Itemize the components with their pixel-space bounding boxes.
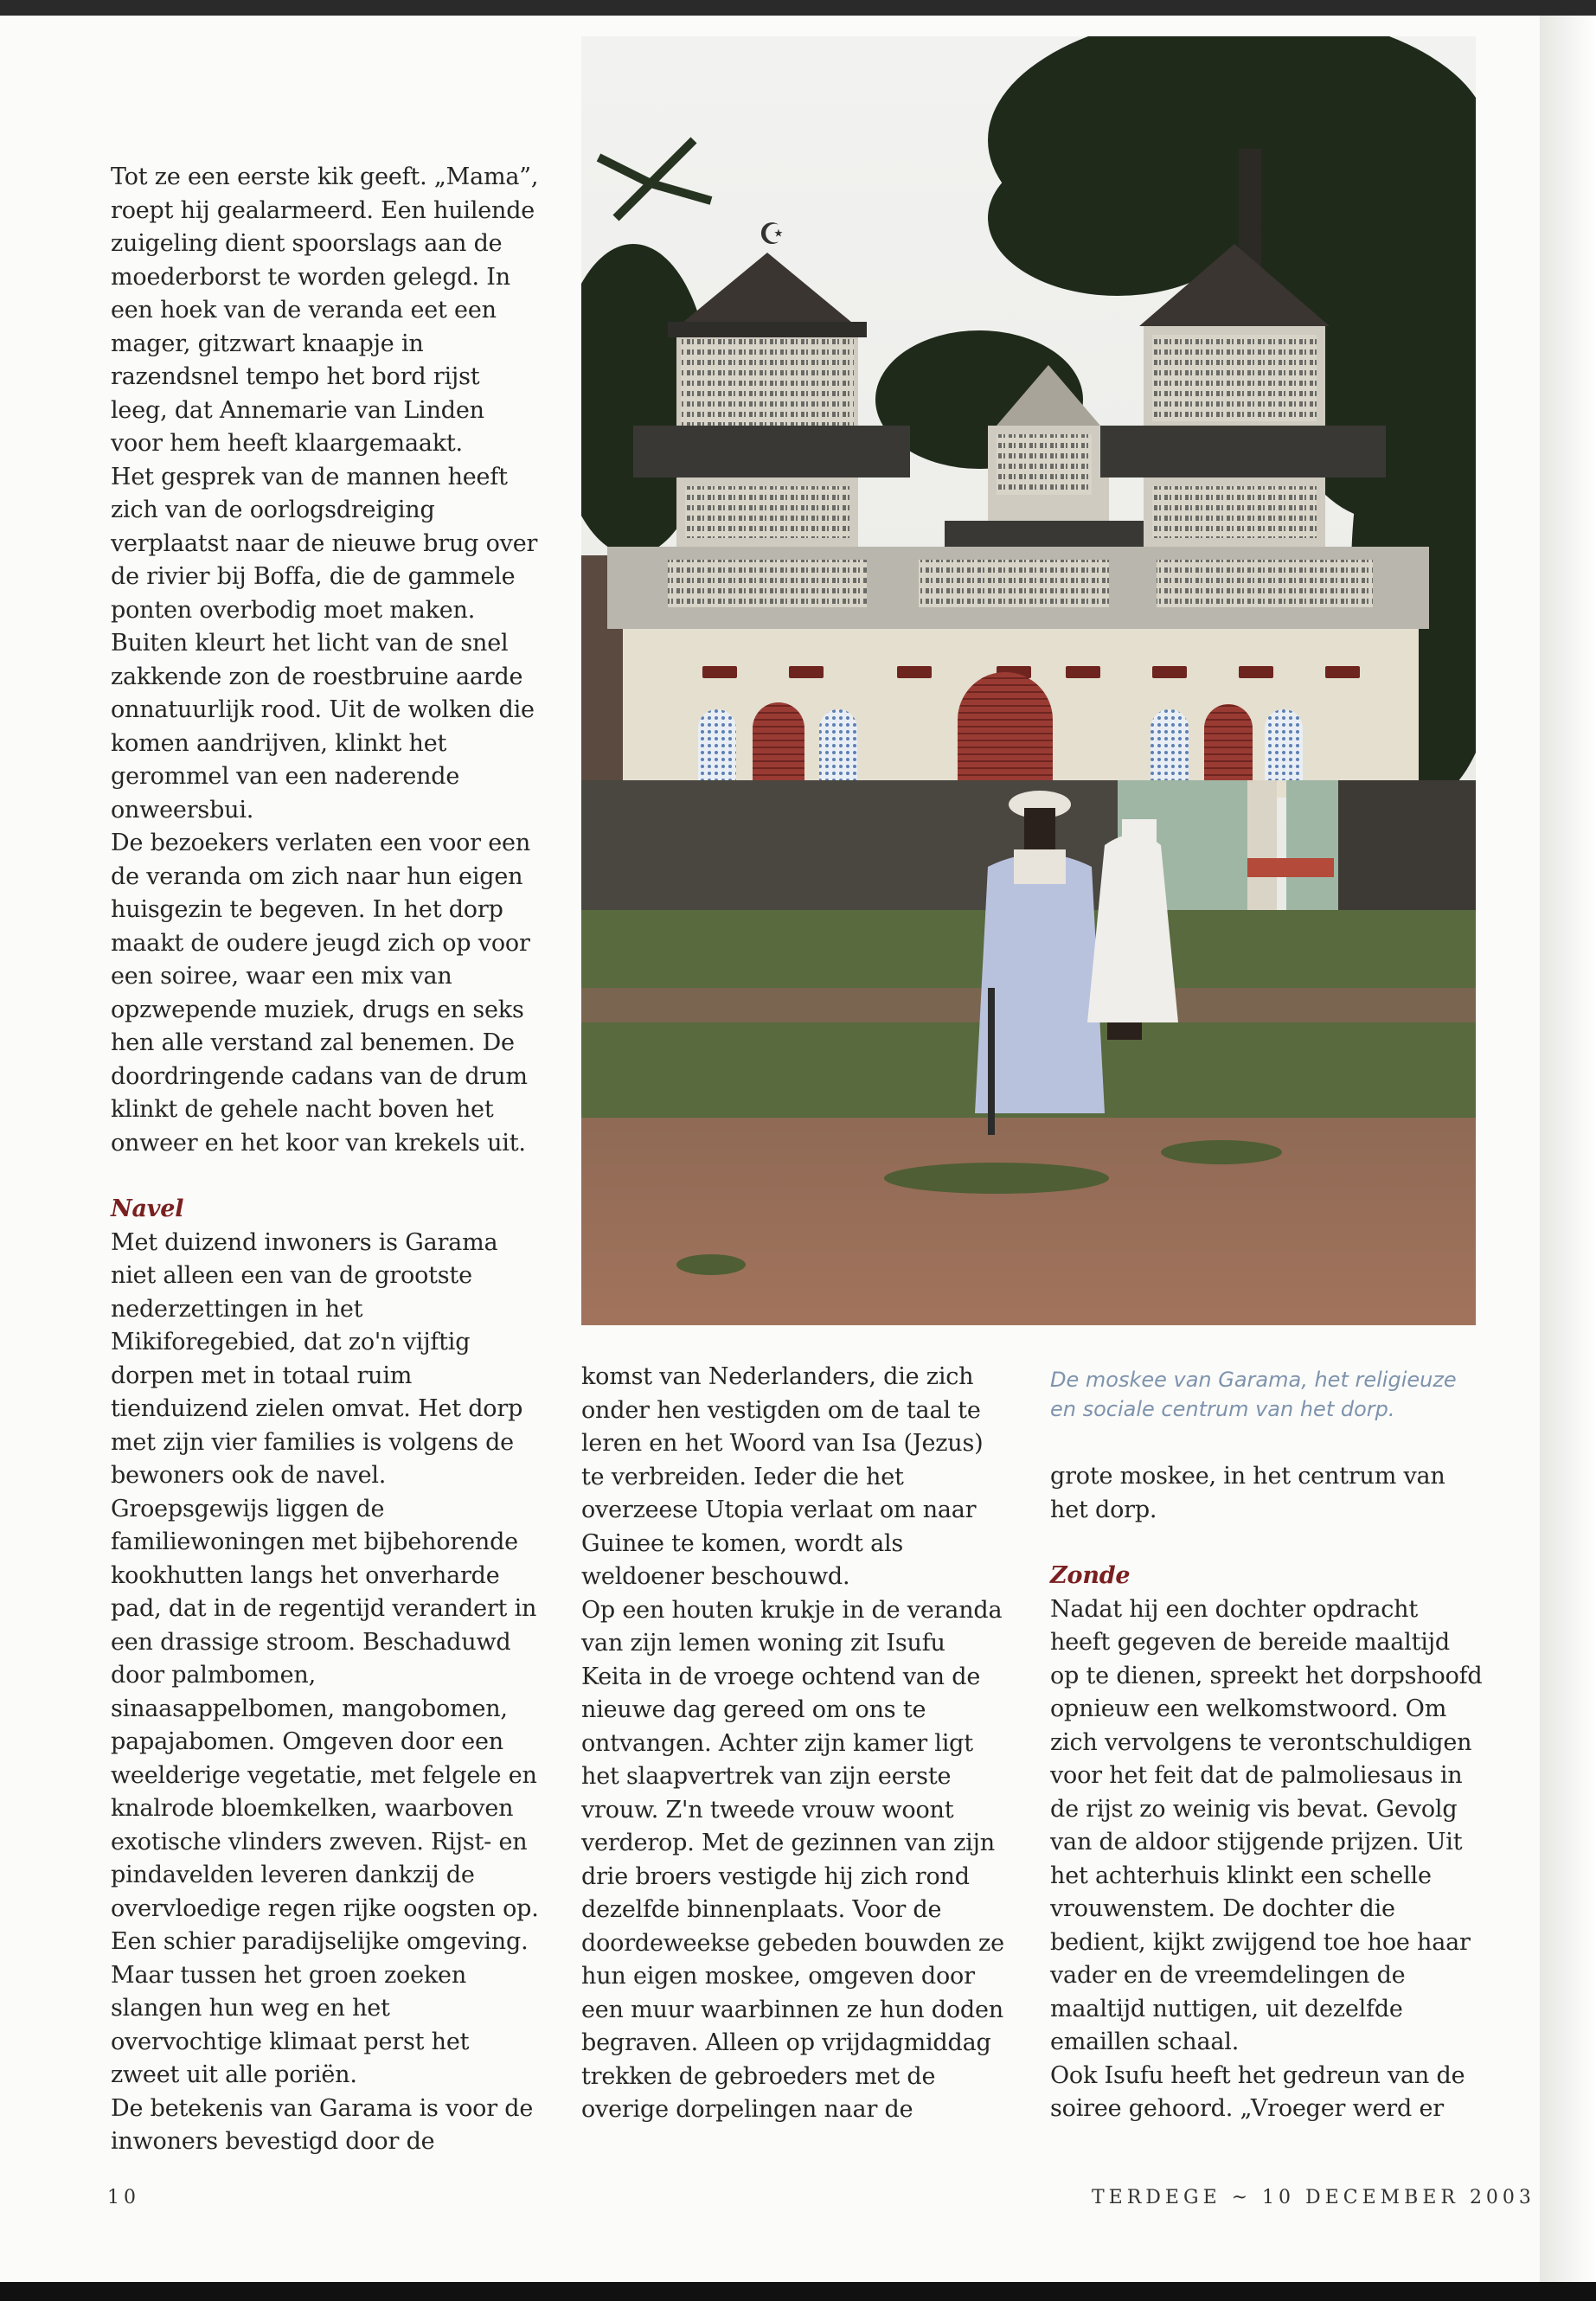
col2-paragraph-1: komst van Nederlanders, die zich onder hen vestigden om de taal te leren en het Woord van Isa (Jezus) te verbreiden. Ieder die het overzeese Utopia verlaat om naar Guinee te komen, wordt als weldoener beschouwd.: [581, 1363, 984, 1590]
mosque-photo: [581, 36, 1476, 1325]
column-2: [581, 1361, 1010, 2127]
section-heading-zonde: Zonde: [1050, 1562, 1131, 1589]
col1-paragraph-1: Tot ze een eerste kik geeft. „Mama”, roept hij gealarmeerd. Een huilende zuigeling dient spoorslags aan de moederborst te worden gelegd. In een hoek van de veranda eet een mager, gitzwart knaapje in razendsnel tempo het bord rijst leeg, dat Annemarie van Linden voor hem heeft klaargemaakt.: [111, 163, 539, 457]
col1-paragraph-5: De betekenis van Garama is voor de inwoners bevestigd door de: [111, 2094, 534, 2155]
publication-footer: TERDEGE ~ 10 DECEMBER 2003: [1092, 2187, 1535, 2208]
col3-paragraph-3: Ook Isufu heeft het gedreun van de soiree gehoord. „Vroeger werd er: [1050, 2061, 1465, 2122]
section-heading-navel: Navel: [111, 1195, 184, 1222]
column-3: [1050, 1460, 1483, 2126]
magazine-page: [0, 16, 1581, 2282]
page-edge: [1540, 16, 1596, 2301]
col1-paragraph-3: De bezoekers verlaten een voor een de veranda om zich naar hun eigen huisgezin te begeven. In het dorp maakt de oudere jeugd zich op voor een soiree, waar een mix van opzwepende muziek, drugs en seks hen alle verstand zal benemen. De doordringende cadans van de drum klinkt de gehele nacht boven het onweer en het koor van krekels uit.: [111, 830, 531, 1157]
photo-caption: De moskee van Garama, het religieuze en sociale centrum van het dorp.: [1050, 1368, 1457, 1421]
page-number: 10: [107, 2187, 140, 2208]
col3-paragraph-2: Nadat hij een dochter opdracht heeft gegeven de bereide maaltijd op te dienen, spreekt het dorpshoofd opnieuw een welkomstwoord. Om zich vervolgens te verontschuldigen voor het feit dat de palmoliesaus in de rijst zo weinig vis bevat. Gevolg van de aldoor stijgende prijzen. Uit het achterhuis klinkt een schelle vrouwenstem. De dochter die bedient, kijkt zwijgend toe hoe haar vader en de vreemdelingen de maaltijd nuttigen, uit dezelfde emaillen schaal.: [1050, 1595, 1483, 2055]
scan-border: [0, 2282, 1596, 2301]
col1-paragraph-2: Het gesprek van de mannen heeft zich van de oorlogsdreiging verplaatst naar de nieuwe brug over de rivier bij Boffa, die de gammele ponten overbodig moet maken. Buiten kleurt het licht van de snel zakkende zon de roestbruine aarde onnatuurlijk rood. Uit de wolken die komen aandrijven, klinkt het gerommel van een naderende onweersbui.: [111, 463, 538, 824]
column-1: [111, 161, 539, 2159]
col2-paragraph-2: Op een houten krukje in de veranda van zijn lemen woning zit Isufu Keita in de vroege ochtend van de nieuwe dag gereed om ons te ontvangen. Achter zijn kamer ligt het slaapvertrek van zijn eerste vrouw. Z'n tweede vrouw woont verderop. Met de gezinnen van zijn drie broers vestigde hij zich rond dezelfde binnenplaats. Voor de doordeweekse gebeden bouwden ze hun eigen moskee, omgeven door een muur waarbinnen ze hun doden begraven. Alleen op vrijdagmiddag trekken de gebroeders met de overige dorpelingen naar de: [581, 1596, 1004, 2123]
col3-paragraph-1: grote moskee, in het centrum van het dorp.: [1050, 1463, 1445, 1523]
col1-paragraph-4: Met duizend inwoners is Garama niet alleen een van de grootste nederzettingen in het Mikiforegebied, dat zo'n vijftig dorpen met in totaal ruim tienduizend zielen omvat. Het dorp met zijn vier families is volgens de bewoners ook de navel. Groepsgewijs liggen de familiewoningen met bijbehorende kookhutten langs het onverharde pad, dat in de regentijd verandert in een drassige stroom. Beschaduwd door palmbomen, sinaasappelbomen, mangobomen, papajabomen. Omgeven door een weelderige vegetatie, met felgele en knalrode bloemkelken, waarboven exotische vlinders zweven. Rijst- en pindavelden leveren dankzij de overvloedige regen rijke oogsten op. Een schier paradijselijke omgeving. Maar tussen het groen zoeken slangen hun weg en het overvochtige klimaat perst het zweet uit alle poriën.: [111, 1228, 539, 2088]
svg-text:☪: ☪: [759, 217, 785, 252]
